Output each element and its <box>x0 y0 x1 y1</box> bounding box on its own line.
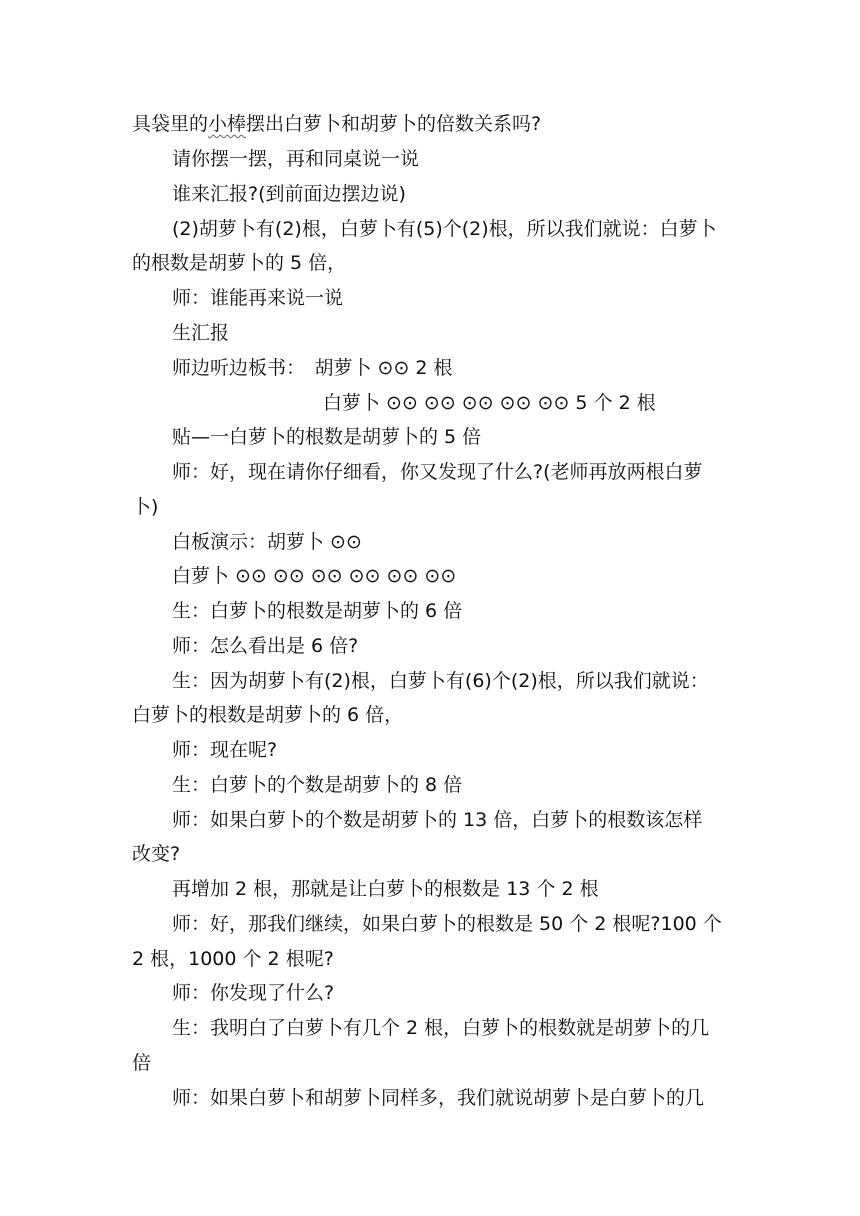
paragraph-line-26: 师：你发现了什么? <box>172 982 335 1004</box>
paragraph-line-29: 师：如果白萝卜和胡萝卜同样多，我们就说胡萝卜是白萝卜的几 <box>172 1087 705 1109</box>
paragraph-line-12: 卜) <box>132 496 159 518</box>
paragraph-line-10: 贴—一白萝卜的根数是胡萝卜的 5 倍 <box>172 426 482 448</box>
paragraph-line-3: 谁来汇报?(到前面边摆边说) <box>172 183 406 205</box>
text-segment: 摆出白萝卜和胡萝卜的倍数关系吗? <box>246 113 542 135</box>
paragraph-line-18: 白萝卜的根数是胡萝卜的 6 倍， <box>132 704 404 726</box>
paragraph-line-17: 生：因为胡萝卜有(2)根，白萝卜有(6)个(2)根，所以我们就说： <box>172 670 709 692</box>
paragraph-line-5: 的根数是胡萝卜的 5 倍， <box>132 252 347 274</box>
paragraph-line-20: 生：白萝卜的个数是胡萝卜的 8 倍 <box>172 774 463 796</box>
paragraph-line-22: 改变? <box>132 843 181 865</box>
paragraph-line-16: 师：怎么看出是 6 倍? <box>172 635 359 657</box>
paragraph-line-7: 生汇报 <box>172 322 230 344</box>
wavy-underlined-text: 小棒 <box>208 113 247 135</box>
paragraph-line-27: 生：我明白了白萝卜有几个 2 根，白萝卜的根数就是胡萝卜的几 <box>172 1017 710 1039</box>
paragraph-line-15: 生：白萝卜的根数是胡萝卜的 6 倍 <box>172 600 463 622</box>
paragraph-line-2: 请你摆一摆，再和同桌说一说 <box>172 148 420 170</box>
paragraph-line-19: 师：现在呢? <box>172 739 278 761</box>
paragraph-line-4: (2)胡萝卜有(2)根，白萝卜有(5)个(2)根，所以我们就说：白萝卜 <box>172 218 717 240</box>
paragraph-line-24: 师：好，那我们继续，如果白萝卜的根数是 50 个 2 根呢?100 个 <box>172 913 722 935</box>
board-writing-carrot-line: 师边听边板书： 胡萝卜 ⊙⊙ 2 根 <box>172 357 453 379</box>
paragraph-line-6: 师：谁能再来说一说 <box>172 287 344 309</box>
paragraph-line-25: 2 根，1000 个 2 根呢? <box>132 948 334 970</box>
paragraph-line-28: 倍 <box>132 1052 152 1074</box>
whiteboard-radish-line: 白萝卜 ⊙⊙ ⊙⊙ ⊙⊙ ⊙⊙ ⊙⊙ ⊙⊙ <box>172 565 457 587</box>
paragraph-line-21: 师：如果白萝卜的个数是胡萝卜的 13 倍，白萝卜的根数该怎样 <box>172 809 703 831</box>
whiteboard-carrot-line: 白板演示：胡萝卜 ⊙⊙ <box>172 531 362 553</box>
board-writing-radish-line: 白萝卜 ⊙⊙ ⊙⊙ ⊙⊙ ⊙⊙ ⊙⊙ 5 个 2 根 <box>323 392 656 414</box>
text-segment: 具袋里的 <box>132 113 209 135</box>
paragraph-line-11: 师：好，现在请你仔细看，你又发现了什么?(老师再放两根白萝 <box>172 461 703 483</box>
paragraph-line-1 <box>132 111 732 137</box>
paragraph-line-23: 再增加 2 根，那就是让白萝卜的根数是 13 个 2 根 <box>172 878 599 900</box>
